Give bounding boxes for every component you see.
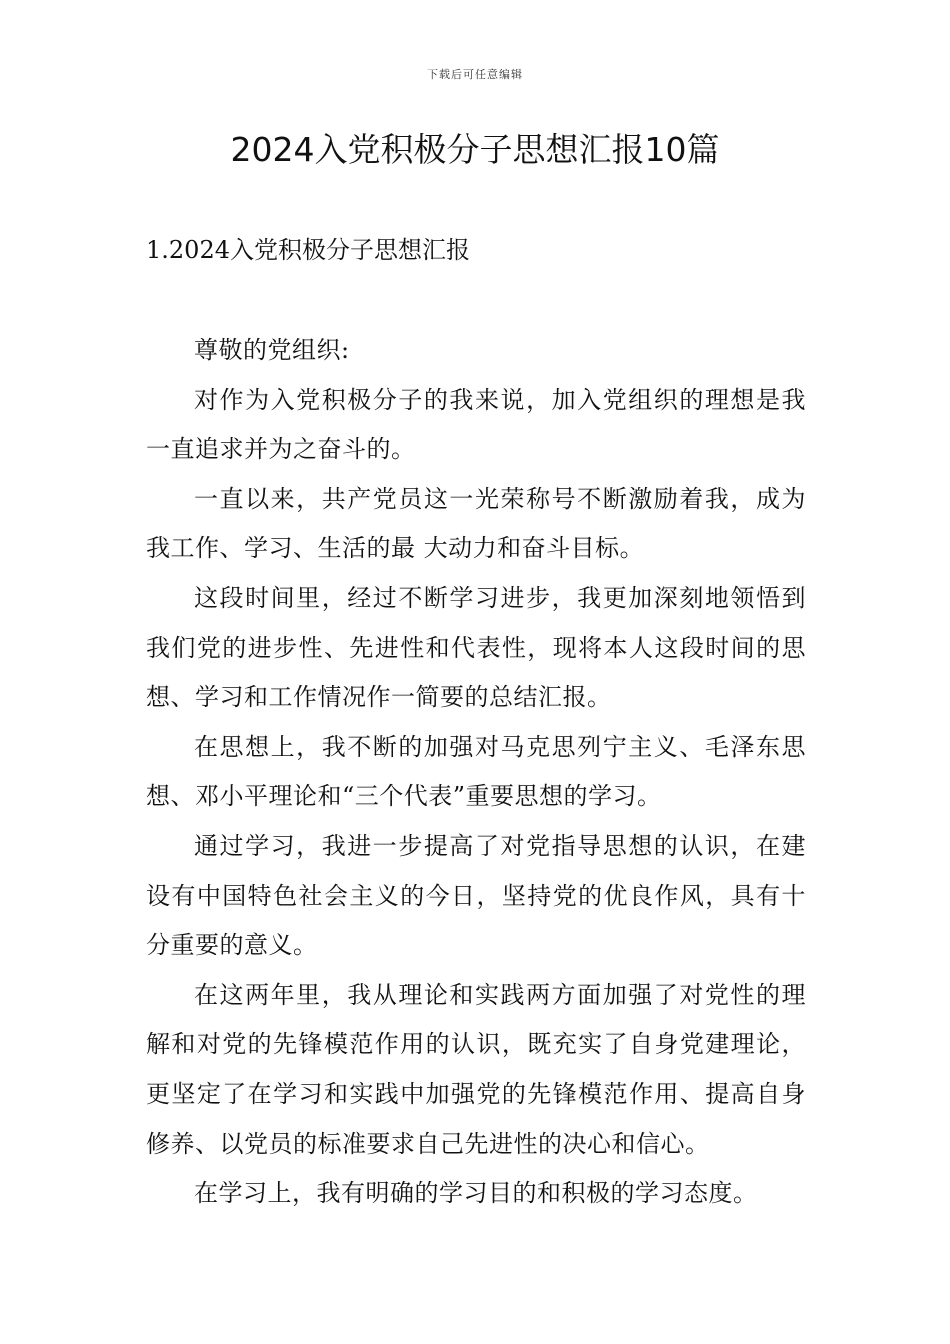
header-note: 下载后可任意编辑: [427, 68, 523, 81]
salutation: 尊敬的党组织:: [194, 336, 350, 364]
document-title: 2024入党积极分子思想汇报10篇: [230, 130, 720, 169]
paragraph: 通过学习，我进一步提高了对党指导思想的认识，在建设有中国特色社会主义的今日，坚持党的优良作风，具有十分重要的意义。: [146, 831, 806, 960]
paragraph: 对作为入党积极分子的我来说，加入党组织的理想是我一直追求并为之奋斗的。: [146, 385, 806, 464]
paragraph: 一直以来，共产党员这一光荣称号不断激励着我，成为我工作、学习、生活的最 大动力和奋斗目标。: [146, 484, 806, 563]
paragraph: 在学习上，我有明确的学习目的和积极的学习态度。: [194, 1179, 758, 1208]
paragraph: 在这两年里，我从理论和实践两方面加强了对党性的理解和对党的先锋模范作用的认识，既充实了自身党建理论，更坚定了在学习和实践中加强党的先锋模范作用、提高自身修养、以党员的标准要求自己先进性的决心和信心。: [146, 980, 806, 1158]
paragraph: 这段时间里，经过不断学习进步，我更加深刻地领悟到我们党的进步性、先进性和代表性，现将本人这段时间的思想、学习和工作情况作一简要的总结汇报。: [146, 583, 806, 712]
section-heading: 1.2024入党积极分子思想汇报: [146, 236, 470, 264]
paragraph: 在思想上，我不断的加强对马克思列宁主义、毛泽东思想、邓小平理论和“三个代表”重要思想的学习。: [146, 732, 806, 811]
document-body: [146, 326, 806, 1219]
